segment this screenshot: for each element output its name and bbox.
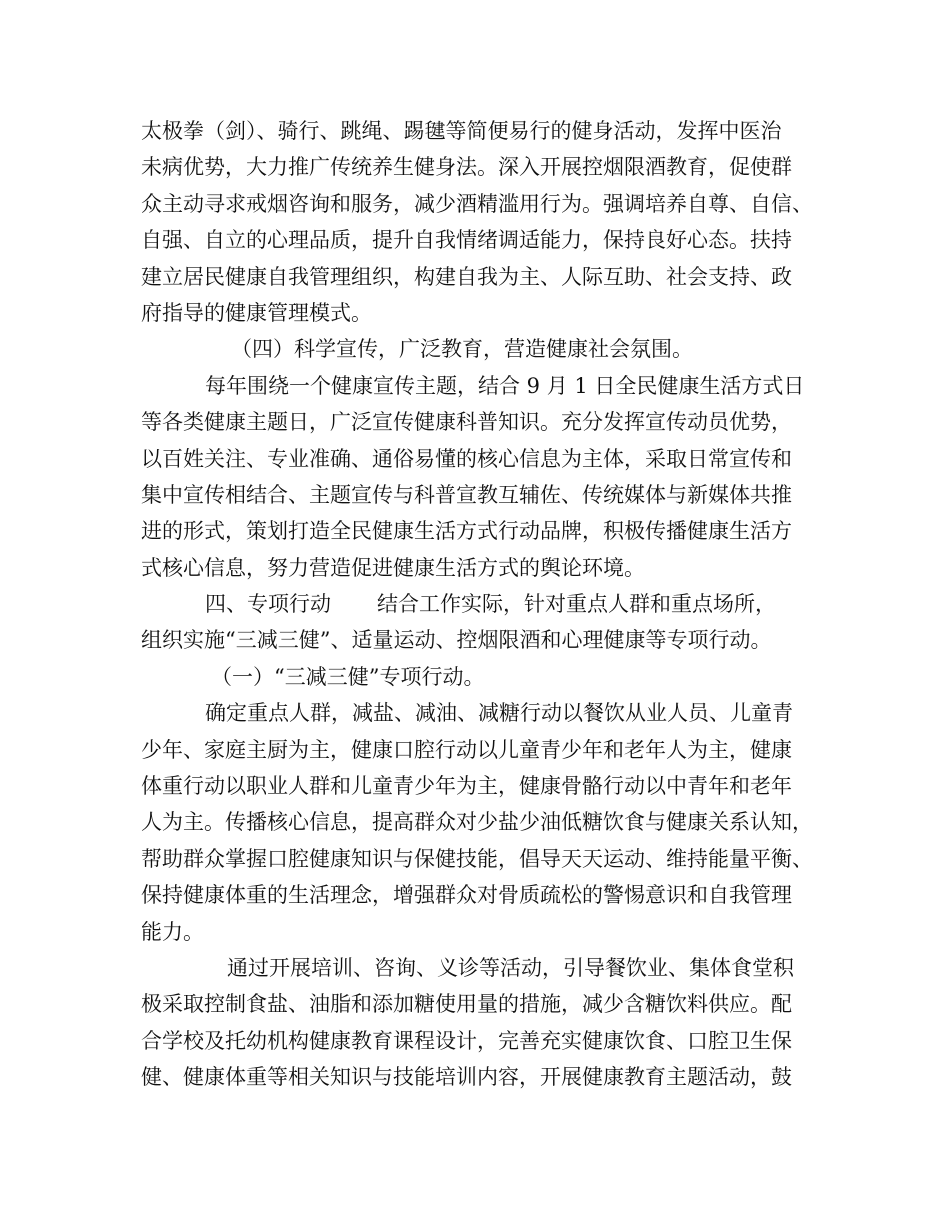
text-line: 等各类健康主题日，广泛宣传健康科普知识。充分发挥宣传动员优势， — [141, 410, 792, 435]
text-line: 未病优势，大力推广传统养生健身法。深入开展控烟限酒教育，促使群 — [141, 155, 792, 180]
text-line: 进的形式，策划打造全民健康生活方式行动品牌，积极传播健康生活方 — [141, 519, 792, 544]
text-line: 太极拳（剑）、骑行、跳绳、踢毽等简便易行的健身活动，发挥中医治 — [141, 119, 782, 143]
text-line: 健、健康体重等相关知识与技能培训内容，开展健康教育主题活动，鼓 — [141, 1065, 792, 1090]
text-line: 集中宣传相结合、主题宣传与科普宣教互辅佐、传统媒体与新媒体共推 — [141, 482, 792, 507]
section-heading: （一）“三减三健”专项行动。 — [211, 664, 485, 689]
text-line: 府指导的健康管理模式。 — [141, 300, 372, 325]
text-line: 式核心信息，努力营造促进健康生活方式的舆论环境。 — [141, 555, 645, 580]
section-heading: 四、专项行动 — [205, 592, 331, 617]
section-heading: （四）科学宣传，广泛教育，营造健康社会氛围。 — [231, 337, 693, 362]
text-line: 众主动寻求戒烟咨询和服务，减少酒精滥用行为。强调培养自尊、自信、 — [141, 191, 813, 216]
text-line: 以百姓关注、专业准确、通俗易懂的核心信息为主体，采取日常宣传和 — [141, 446, 792, 471]
text-line: 极采取控制食盐、油脂和添加糖使用量的措施，减少含糖饮料供应。配 — [141, 992, 792, 1017]
text-segment: 结合工作实际，针对重点人群和重点场所， — [377, 592, 776, 617]
text-line: 能力。 — [141, 919, 204, 944]
section-line — [141, 586, 821, 622]
text-line: 组织实施“三减三健”、适量运动、控烟限酒和心理健康等专项行动。 — [141, 628, 772, 653]
text-line: 保持健康体重的生活理念，增强群众对骨质疏松的警惕意识和自我管理 — [141, 883, 792, 908]
text-line: 帮助群众掌握口腔健康知识与保健技能，倡导天天运动、维持能量平衡、 — [141, 846, 813, 871]
paragraph-first-line: 确定重点人群，减盐、减油、减糖行动以餐饮从业人员、儿童青 — [205, 701, 793, 726]
text-line: 体重行动以职业人群和儿童青少年为主，健康骨骼行动以中青年和老年 — [141, 774, 792, 799]
body-text — [141, 113, 821, 1096]
paragraph-first-line: 通过开展培训、咨询、义诊等活动，引导餐饮业、集体食堂积 — [227, 955, 794, 980]
text-line: 人为主。传播核心信息，提高群众对少盐少油低糖饮食与健康关系认知， — [141, 810, 813, 835]
text-line: 合学校及托幼机构健康教育课程设计，完善充实健康饮食、口腔卫生保 — [141, 1028, 792, 1053]
text-line: 建立居民健康自我管理组织，构建自我为主、人际互助、社会支持、政 — [141, 264, 792, 289]
paragraph-first-line: 每年围绕一个健康宣传主题，结合 9 月 1 日全民健康生活方式日 — [205, 373, 805, 398]
text-line: 自强、自立的心理品质，提升自我情绪调适能力，保持良好心态。扶持 — [141, 228, 792, 253]
text-line: 少年、家庭主厨为主，健康口腔行动以儿童青少年和老年人为主，健康 — [141, 737, 792, 762]
